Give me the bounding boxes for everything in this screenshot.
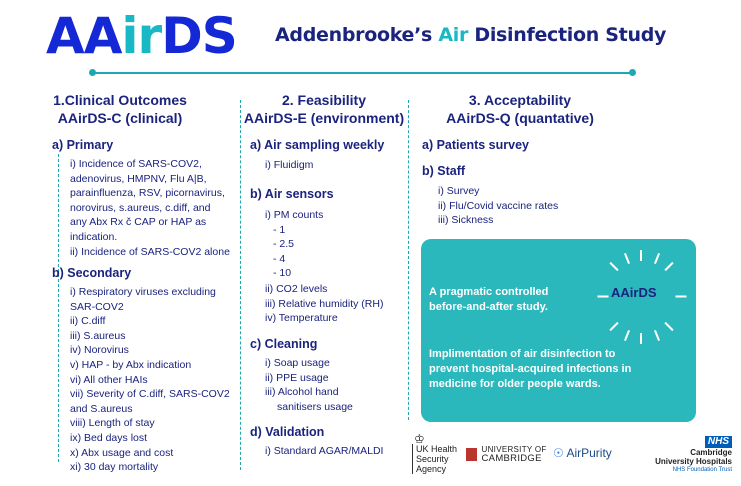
shield-icon xyxy=(466,448,477,461)
list-item: i) Fluidigm xyxy=(265,159,314,171)
box-implementation-text xyxy=(429,347,631,392)
col2-title: 2. Feasibility xyxy=(281,92,367,108)
list-item: - 10 xyxy=(273,267,292,280)
list-item: SAR-COV2 xyxy=(70,300,124,313)
list-item: ii) Incidence of SARS-COV2 alone xyxy=(70,245,230,258)
crest-icon: ♔ xyxy=(414,432,425,446)
airpurity-swirl-icon: ☉ xyxy=(553,446,564,460)
box-badge: AAirDS xyxy=(611,285,657,300)
logo-line: UNIVERSITY OF xyxy=(481,445,547,454)
logo-line: NHS Foundation Trust xyxy=(672,467,732,473)
col1-subtitle: AAirDS-C (clinical) xyxy=(57,110,183,126)
logo-ds: DS xyxy=(161,7,237,65)
col1-secondary-list xyxy=(70,285,230,475)
list-item: x) Abx usage and cost xyxy=(70,446,174,459)
list-item: - 2.5 xyxy=(273,238,295,251)
logo-ir: ir xyxy=(121,7,162,65)
col3-staff-list xyxy=(438,184,558,228)
logo-line: CAMBRIDGE xyxy=(481,453,542,464)
col1-dashed-guide xyxy=(58,154,59,462)
list-item: iv) Temperature xyxy=(265,312,338,325)
divider-dot-left xyxy=(89,69,96,76)
study-title-air: Air xyxy=(438,24,469,46)
list-item: sanitisers usage xyxy=(277,400,353,413)
divider-dot-right xyxy=(629,69,636,76)
col2-sampling-heading: a) Air sampling weekly xyxy=(250,138,385,152)
list-item: i) Standard AGAR/MALDI xyxy=(265,445,384,457)
col3-staff-heading: b) Staff xyxy=(422,164,466,178)
list-item: iii) S.aureus xyxy=(70,329,126,342)
col3-patients-heading: a) Patients survey xyxy=(422,138,529,152)
col2-validation-list xyxy=(265,444,383,459)
list-item: parainfluenza, RSV, picornavirus, xyxy=(70,187,225,200)
col1-primary-list xyxy=(70,157,230,259)
logo-aa: AA xyxy=(46,7,122,65)
col3-subtitle: AAirDS-Q (quantative) xyxy=(446,110,594,126)
ukhsa-logo xyxy=(412,434,457,474)
box-study-line: A pragmatic controlled xyxy=(429,286,549,298)
list-item: v) HAP - by Abx indication xyxy=(70,358,192,371)
study-title-pre: Addenbrooke’s xyxy=(275,24,439,46)
col2-sensors-heading: b) Air sensors xyxy=(250,187,334,201)
list-item: iii) Alcohol hand xyxy=(265,386,339,399)
nhs-badge: NHS xyxy=(705,436,732,448)
col2-cleaning-heading: c) Cleaning xyxy=(250,337,318,351)
list-item: i) Survey xyxy=(438,185,480,197)
list-item: vii) Severity of C.diff, SARS-COV2 xyxy=(70,388,230,401)
list-item: i) Soap usage xyxy=(265,357,330,369)
aairds-logo xyxy=(46,8,237,64)
column-separator-2 xyxy=(408,100,409,420)
list-item: and S.aureus xyxy=(70,402,133,415)
list-item: ii) Flu/Covid vaccine rates xyxy=(438,199,559,212)
list-item: vi) All other HAIs xyxy=(70,373,148,386)
column-separator-1 xyxy=(240,100,241,470)
box-study-text xyxy=(429,285,548,315)
study-title xyxy=(275,24,666,46)
nhs-logo xyxy=(628,436,732,475)
logo-line: Agency xyxy=(416,464,447,474)
list-item: any Abx Rx č CAP or HAP as xyxy=(70,216,207,229)
col1-primary-heading: a) Primary xyxy=(52,138,114,152)
col1-title: 1.Clinical Outcomes xyxy=(53,92,187,108)
col3-header xyxy=(420,91,620,127)
list-item: ix) Bed days lost xyxy=(70,431,148,444)
list-item: - 1 xyxy=(273,223,286,236)
col2-validation-heading: d) Validation xyxy=(250,425,325,439)
list-item: adenovirus, HMPNV, Flu A|B, xyxy=(70,172,207,185)
logo-line: Security xyxy=(416,454,449,464)
list-item: viii) Length of stay xyxy=(70,417,155,430)
airpurity-text: AirPurity xyxy=(566,446,612,460)
box-impl-line: prevent hospital-acquired infections in xyxy=(429,363,632,375)
study-title-post: Disinfection Study xyxy=(468,24,667,46)
list-item: norovirus, s.aureus, c.diff, and xyxy=(70,201,211,214)
list-item: i) PM counts xyxy=(265,209,324,221)
list-item: iii) Relative humidity (RH) xyxy=(265,297,384,310)
logo-line: UK Health xyxy=(416,444,458,454)
col2-header xyxy=(230,91,418,127)
list-item: xi) 30 day mortality xyxy=(70,461,159,474)
cambridge-text xyxy=(482,445,547,463)
list-item: ii) C.diff xyxy=(70,315,106,328)
list-item: i) Incidence of SARS-COV2, xyxy=(70,158,202,170)
col2-sensors-list xyxy=(265,208,323,281)
col2-cleaning-list xyxy=(265,356,353,414)
logo-line: University Hospitals xyxy=(655,457,732,466)
box-study-line: before-and-after study. xyxy=(429,301,548,313)
cambridge-logo xyxy=(466,445,547,463)
airpurity-logo xyxy=(553,446,612,460)
list-item: ii) PPE usage xyxy=(265,371,329,384)
col3-title: 3. Acceptability xyxy=(468,92,572,108)
list-item: indication. xyxy=(70,230,118,243)
col1-secondary-heading: b) Secondary xyxy=(52,266,132,280)
col2-subtitle: AAirDS-E (environment) xyxy=(243,110,405,126)
list-item: iv) Norovirus xyxy=(70,344,129,357)
list-item: i) Respiratory viruses excluding xyxy=(70,286,216,298)
list-item: - 4 xyxy=(273,252,286,265)
study-summary-box xyxy=(421,239,696,422)
col1-header xyxy=(20,91,220,127)
box-impl-line: medicine for older people wards. xyxy=(429,378,601,390)
logo-line: Cambridge xyxy=(690,448,732,457)
list-item: iii) Sickness xyxy=(438,214,494,227)
col2-sampling-list xyxy=(265,158,313,173)
box-impl-line: Implimentation of air disinfection to xyxy=(429,348,616,360)
col2-sensors-list-2 xyxy=(265,282,383,326)
list-item: ii) CO2 levels xyxy=(265,283,328,295)
header-divider xyxy=(92,72,632,74)
ukhsa-text xyxy=(412,444,457,474)
